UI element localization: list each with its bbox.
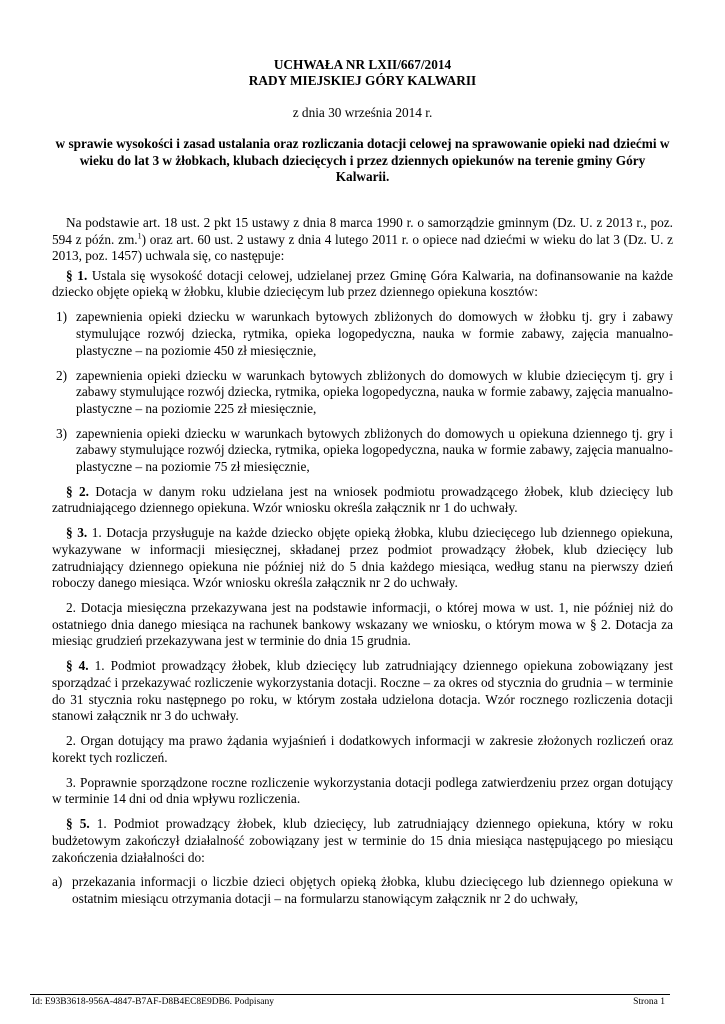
resolution-subject: w sprawie wysokości i zasad ustalania oraz rozliczania dotacji celowej na sprawowanie opieki nad dziećmi w wieku do lat 3 w żłobkach, klubach dziecięcych i przez dziennych opiekunów na terenie gminy Góry Kalwarii. xyxy=(55,136,670,184)
section-2-text: Dotacja w danym roku udzielana jest na wniosek podmiotu prowadzącego żłobek, klub dziecięcy lub zatrudniającego dziennego opiekuna. Wzór wniosku określa załącznik nr 1 do uchwały. xyxy=(52,483,673,516)
section-3-text-1: 1. Dotacja przysługuje na każde dziecko objęte opieką żłobka, klubu dziecięcego lub dziennego opiekuna, wykazywane w informacji miesięcznej, składanej przez podmiot prowadzący żłobek, klub dziecięcy lub zatrudniający dziennego opiekuna nie później niż do 5 dnia każdego miesiąca, według stanu na pierwszy dzień roboczy danego miesiąca. Wzór wniosku określa załącznik nr 2 do uchwały. xyxy=(52,525,673,591)
list-item xyxy=(52,426,673,476)
section-4-text-1: 1. Podmiot prowadzący żłobek, klub dziecięcy lub zatrudniający dziennego opiekuna zobowiązany jest sporządzać i przekazywać rozliczenie wykorzystania dotacji. Roczne – za okres od stycznia do grudnia – w terminie do 31 stycznia roku następnego po roku, w którym została udzielona dotacja. Wzór rocznego rozliczenia dotacji stanowi załącznik nr 3 do uchwały. xyxy=(52,658,673,724)
section-5-text-1: 1. Podmiot prowadzący żłobek, klub dziecięcy, lub zatrudniający dziennego opiekuna, który w roku budżetowym zakończył działalność zobowiązany jest w terminie do 15 dnia miesiąca następującego po miesiącu zakończenia działalności do: xyxy=(52,816,673,865)
section-2-mark: § 2. xyxy=(66,483,89,499)
list-item-text: zapewnienia opieki dziecku w warunkach bytowych zbliżonych do domowych w klubie dziecięcym tj. gry i zabawy stymulujące rozwój dziecka, rytmika, opieka logopedyczna, nauka w formie zabawy, zajęcia manualno-plastyczne – na poziomie 225 zł miesięcznie, xyxy=(76,367,673,416)
footnote-ref: 1 xyxy=(137,231,142,241)
section-1 xyxy=(52,268,673,301)
title-line-2: RADY MIEJSKIEJ GÓRY KALWARII xyxy=(248,72,477,88)
section-3-paragraph-2: 2. Dotacja miesięczna przekazywana jest na podstawie informacji, o której mowa w ust. 1, nie później niż do ostatniego dnia danego miesiąca na rachunek bankowy wskazany we wniosku, o którym mowa w § 2. Dotacja za miesiąc grudzień przekazywana jest w terminie do dnia 15 grudnia. xyxy=(52,600,673,649)
preamble-text-2: ) oraz art. 60 ust. 2 ustawy z dnia 4 lutego 2011 r. o opiece nad dziećmi w wieku do lat 3 (Dz. U. z 2013, poz. 1457) uchwala się, co następuje: xyxy=(52,231,673,264)
preamble xyxy=(52,215,673,265)
list-item-number: 1) xyxy=(56,309,68,325)
footer-document-id: Id: E93B3618-956A-4847-B7AF-D8B4EC8E9DB6. Podpisany xyxy=(32,997,274,1007)
section-4-paragraph-1 xyxy=(52,658,673,724)
section-5-paragraph-1 xyxy=(52,816,673,866)
list-item xyxy=(52,309,673,359)
document-body xyxy=(52,215,673,916)
section-3-paragraph-1 xyxy=(52,525,673,591)
section-4-mark: § 4. xyxy=(66,658,89,674)
section-4-paragraph-2: 2. Organ dotujący ma prawo żądania wyjaśnień i dodatkowych informacji w zakresie złożonych rozliczeń oraz korekt tych rozliczeń. xyxy=(52,733,673,765)
section-3-mark: § 3. xyxy=(66,525,88,541)
section-2 xyxy=(52,484,673,517)
list-item-number: 2) xyxy=(56,367,68,383)
resolution-title xyxy=(0,57,725,88)
list-item-text: zapewnienia opieki dziecku w warunkach bytowych zbliżonych do domowych u opiekuna dziennego tj. gry i zabawy stymulujące rozwój dziecka, rytmika, opieka logopedyczna, nauka w formie zabawy, zajęcia manualno-plastyczne – na poziomie 75 zł miesięcznie, xyxy=(76,425,673,474)
section-5-mark: § 5. xyxy=(66,816,90,832)
list-item xyxy=(52,368,673,418)
preamble-text-1: Na podstawie art. 18 ust. 2 pkt 15 ustawy z dnia 8 marca 1990 r. o samorządzie gminnym (Dz. U. z 2013 r., poz. 594 z późn. zm. xyxy=(52,215,673,247)
section-1-mark: § 1. xyxy=(66,267,88,283)
footer-page-number: Strona 1 xyxy=(633,997,665,1007)
footer-divider xyxy=(30,994,670,995)
list-item-letter: a) xyxy=(52,874,63,890)
section-1-text: Ustala się wysokość dotacji celowej, udzielanej przez Gminę Góra Kalwaria, na dofinansowanie na każde dziecko objęte opieką w żłobku, klubie dziecięcym lub przez dziennego opiekuna kosztów: xyxy=(52,267,673,300)
list-item-text: przekazania informacji o liczbie dzieci objętych opieką żłobka, klubu dziecięcego lub dziennego opiekuna w ostatnim miesiącu otrzymania dotacji – na formularzu stanowiącym załącznik nr 2 do uchwały, xyxy=(72,874,673,907)
resolution-date: z dnia 30 września 2014 r. xyxy=(292,105,433,120)
list-item xyxy=(52,874,673,907)
title-line-1: UCHWAŁA NR LXII/667/2014 xyxy=(273,57,452,72)
list-item-text: zapewnienia opieki dziecku w warunkach bytowych zbliżonych do domowych w żłobku tj. gry i zabawy stymulujące rozwój dziecka, rytmika, opieka logopedyczna, nauka w formie zabawy, zajęcia manualno-plastyczne – na poziomie 450 zł miesięcznie, xyxy=(76,309,673,358)
section-4-paragraph-3: 3. Poprawnie sporządzone roczne rozliczenie wykorzystania dotacji podlega zatwierdzeniu przez organ dotujący w terminie 14 dni od dnia wpływu rozliczenia. xyxy=(52,774,673,807)
list-item-number: 3) xyxy=(56,425,68,441)
